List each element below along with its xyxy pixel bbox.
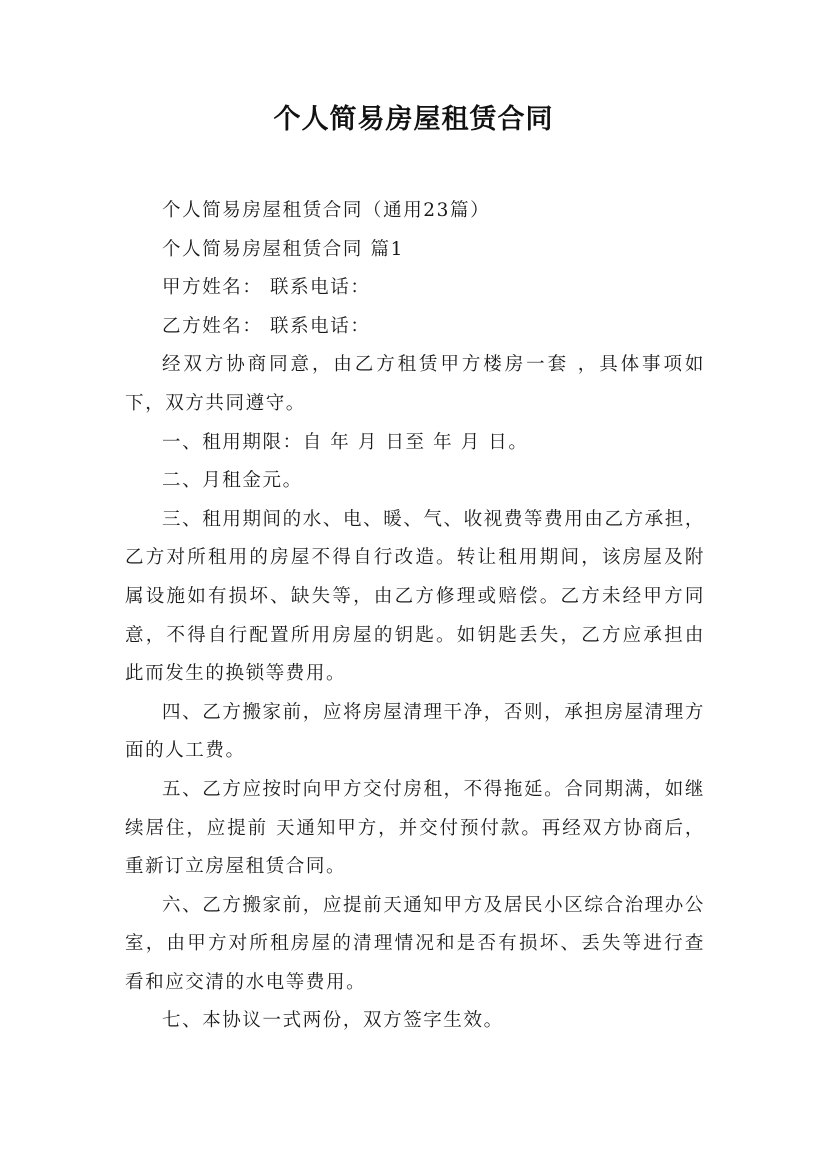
document-body xyxy=(125,192,705,1041)
paragraph-party-b: 乙方姓名： 联系电话： xyxy=(162,315,371,337)
paragraph-clause-5: 五、乙方应按时向甲方交付房租，不得拖延。合同期满，如继续居住，应提前 天通知甲方，并交付预付款。再经双方协商后，重新订立房屋租赁合同。 xyxy=(125,778,705,878)
paragraph-section-heading: 个人简易房屋租赁合同 篇1 xyxy=(162,238,404,260)
paragraph-clause-4: 四、乙方搬家前，应将房屋清理干净，否则，承担房屋清理方面的人工费。 xyxy=(125,701,705,762)
paragraph-clause-2: 二、月租金元。 xyxy=(162,470,303,492)
paragraph-party-a: 甲方姓名： 联系电话： xyxy=(162,277,371,299)
paragraph-intro: 经双方协商同意，由乙方租赁甲方楼房一套 ，具体事项如下，双方共同遵守。 xyxy=(125,354,705,414)
paragraph-clause-6: 六、乙方搬家前，应提前天通知甲方及居民小区综合治理办公室，由甲方对所租房屋的清理情况和是否有损坏、丢失等进行查看和应交清的水电等费用。 xyxy=(125,894,705,993)
paragraph-clause-7: 七、本协议一式两份，双方签字生效。 xyxy=(162,1010,504,1032)
document-title: 个人简易房屋租赁合同 xyxy=(273,104,554,135)
paragraph-subtitle: 个人简易房屋租赁合同（通用23篇） xyxy=(162,200,491,221)
paragraph-clause-3: 三、租用期间的水、电、暖、气、收视费等费用由乙方承担，乙方对所租用的房屋不得自行改造。转让租用期间，该房屋及附属设施如有损坏、缺失等，由乙方修理或赔偿。乙方未经甲方同意，不得自行配置所用房屋的钥匙。如钥匙丢失，乙方应承担由此而发生的换锁等费用。 xyxy=(125,508,705,685)
paragraph-clause-1: 一、租用期限：自 年 月 日至 年 月 日。 xyxy=(162,431,529,453)
